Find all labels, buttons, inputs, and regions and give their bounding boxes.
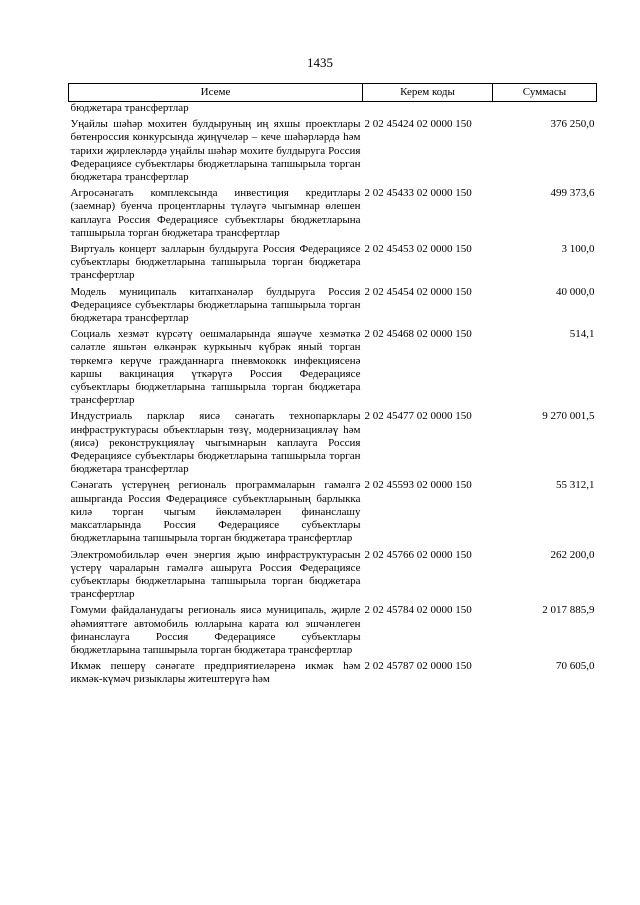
row-name: бюджетара трансфертлар	[70, 102, 189, 114]
row-name: Икмәк пешерү сәнәгате предприятиеләренә икмәк һәм икмәк-күмәч ризыклары житештерүгә һәм	[70, 660, 361, 686]
row-name: Модель муниципаль китапханәләр булдыруга Россия Федерациясе субъектлары бюджетларына тапшырыла торган бюджетара трансфертлар	[70, 285, 361, 325]
table-row	[69, 546, 597, 602]
table-row-continuation	[69, 102, 597, 116]
budget-transfers-table	[68, 83, 597, 687]
row-sum: 376 250,0	[550, 118, 595, 131]
row-code: 2 02 45766 02 0000 150	[364, 548, 472, 561]
row-name: Социаль хезмәт күрсәтү оешмаларында яшәүче хезмәткә сәләтле яшьтән өлкәнрәк куркыныч күбрәк яный торган төркемгә керүче гражданнарга пневмококк инфекциясенә каршы вакцинация үткәрүгә Россия Федерациясе субъектлары бюджетларына тапшырыла торган бюджетара трансфертлар	[70, 328, 361, 407]
row-sum: 2 017 885,9	[542, 604, 595, 617]
table-header-row	[69, 84, 597, 102]
row-code: 2 02 45424 02 0000 150	[364, 118, 472, 131]
row-code: 2 02 45787 02 0000 150	[364, 660, 472, 673]
table-row	[69, 407, 597, 476]
row-sum: 3 100,0	[561, 243, 595, 256]
row-name: Электромобильләр өчен энергия җыю инфраструктурасын үстерү чараларын гамәлгә ашыруга Россия Федерациясе субъектлары бюджетларына тапшырыла торган бюджетара трансфертлар	[70, 548, 361, 601]
row-sum: 262 200,0	[550, 548, 595, 561]
row-name: Агросәнәгать комплексында инвестиция кредитлары (заемнар) буенча процентларны түләүгә чыгымнар өлешен каплауга Россия Федерациясе субъектлары бюджетларына тапшырыла торган бюджетара трансфертлар	[70, 187, 361, 239]
table-row	[69, 657, 597, 686]
table-row	[69, 601, 597, 657]
row-name: Уңайлы шәһәр мохитен булдыруның иң яхшы проектлары бөтенроссия конкурсында җиңүчеләр – кече шәһәрләрдә һәм тарихи җирлекләрдә уңайлы шәһәр мохите булдыруга Россия Федерациясе субъектлары бюджетларына тапшырыла торган бюджетара трансфертлар	[70, 118, 361, 184]
table-row	[69, 240, 597, 283]
row-sum: 70 605,0	[556, 660, 595, 673]
row-code: 2 02 45784 02 0000 150	[364, 604, 472, 617]
row-name: Виртуаль концерт залларын булдыруга Россия Федерациясе субъектлары бюджетларына тапшырыла торган бюджетара трансфертлар	[70, 243, 361, 282]
table-row	[69, 283, 597, 326]
row-code: 2 02 45453 02 0000 150	[364, 243, 472, 256]
table-row	[69, 184, 597, 240]
header-name: Исеме	[69, 84, 363, 102]
row-code: 2 02 45433 02 0000 150	[364, 187, 472, 200]
row-name: Гомуми файдаланудагы региональ яисә муниципаль, җирле әһәмияттәге автомобиль юлларына карата юл эшчәнлеген финанслауга Россия Федерациясе субъектлары бюджетларына тапшырыла торган бюджетара трансфертлар	[70, 604, 361, 656]
page-number: 1435	[307, 55, 333, 70]
header-code: Керем коды	[363, 84, 493, 102]
row-sum: 9 270 001,5	[542, 410, 595, 423]
row-sum: 514,1	[569, 328, 595, 341]
row-name: Сәнәгать үстерүнең региональ программаларын гамәлгә ашырганда Россия Федерациясе субъектларының барлыкка килә торган чыгым йөкләмәләрен финанслашу максатларында Россия Федерациясе субъектлары бюджетларына тапшырыла торган бюджетара трансфертлар	[70, 479, 361, 545]
row-name: Индустриаль парклар яисә сәнәгать технопарклары инфраструктурасы объектларын төзү, модернизацияләү һәм (яисә) реконструкцияләү чыгымнарын каплауга Россия Федерациясе субъектлары бюджетларына тапшырыла торган бюджетара трансфертлар	[70, 410, 361, 476]
row-code: 2 02 45477 02 0000 150	[364, 410, 472, 423]
row-sum: 55 312,1	[556, 479, 595, 492]
header-sum: Суммасы	[493, 84, 597, 102]
row-code: 2 02 45593 02 0000 150	[364, 479, 472, 492]
row-sum: 499 373,6	[550, 187, 595, 200]
row-code: 2 02 45468 02 0000 150	[364, 328, 472, 341]
table-row	[69, 115, 597, 184]
table-row	[69, 476, 597, 545]
row-code: 2 02 45454 02 0000 150	[364, 285, 472, 298]
table-row	[69, 325, 597, 407]
row-sum: 40 000,0	[556, 285, 595, 298]
